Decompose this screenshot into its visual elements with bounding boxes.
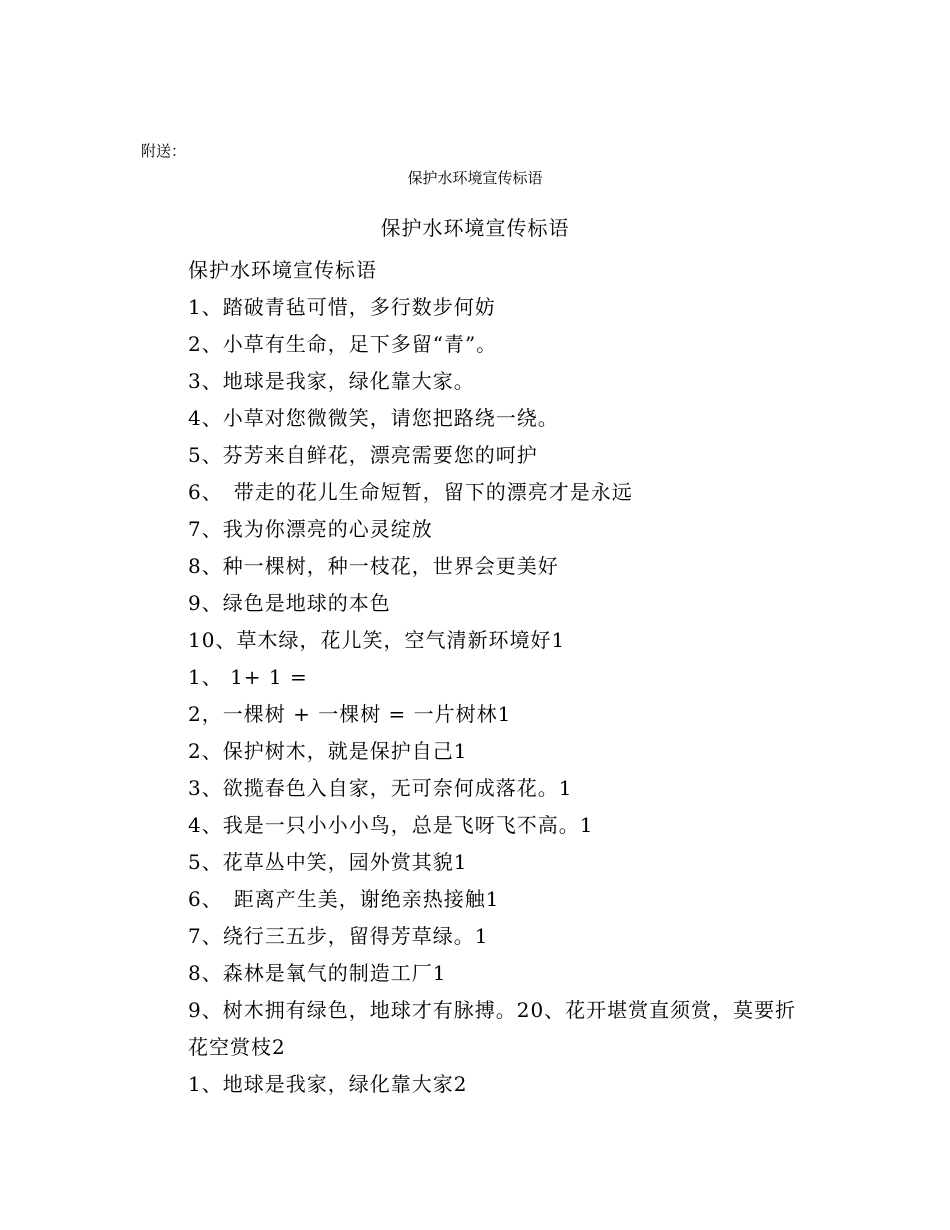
body-line: 4、我是一只小小小鸟，总是飞呀飞不高。1 [188, 813, 594, 837]
body-line: 2，一棵树 + 一棵树 = 一片树林1 [188, 702, 512, 726]
body-line: 1、踏破青毡可惜，多行数步何妨 [188, 295, 496, 319]
body-line-wrapped: 9、树木拥有绿色，地球才有脉搏。20、花开堪赏直须赏，莫要折花空赏枝2 [188, 998, 797, 1059]
body-line: 3、地球是我家，绿化靠大家。 [188, 369, 475, 393]
body-line: 8、种一棵树，种一枝花，世界会更美好 [188, 554, 559, 578]
body-line: 6、 带走的花儿生命短暂，留下的漂亮才是永远 [188, 480, 633, 504]
body-line: 2、保护树木，就是保护自己1 [188, 739, 468, 763]
appendix-label: 附送： [141, 142, 187, 160]
body-line: 5、芬芳来自鲜花，漂亮需要您的呵护 [188, 443, 538, 467]
page-title: 保护水环境宣传标语 [380, 216, 570, 240]
body-line: 6、 距离产生美，谢绝亲热接触1 [188, 887, 500, 911]
body-line: 保护水环境宣传标语 [188, 258, 377, 282]
body-line: 5、花草丛中笑，园外赏其貌1 [188, 850, 468, 874]
body-line: 3、欲揽春色入自家，无可奈何成落花。1 [188, 776, 573, 800]
header-title: 保护水环境宣传标语 [407, 169, 543, 187]
body-line: 4、小草对您微微笑，请您把路绕一绕。 [188, 406, 559, 430]
body-line: 9、绿色是地球的本色 [188, 591, 391, 615]
body-line: 10、草木绿，花儿笑，空气清新环境好1 [188, 628, 566, 652]
body-line: 7、绕行三五步，留得芳草绿。1 [188, 924, 489, 948]
body-line: 7、我为你漂亮的心灵绽放 [188, 517, 433, 541]
body-line: 1、 1+ 1 = [188, 665, 308, 689]
document-body [141, 252, 811, 1103]
body-line: 1、地球是我家，绿化靠大家2 [188, 1072, 468, 1096]
body-line: 2、小草有生命，足下多留“青”。 [188, 332, 498, 356]
body-line: 8、森林是氧气的制造工厂1 [188, 961, 447, 985]
